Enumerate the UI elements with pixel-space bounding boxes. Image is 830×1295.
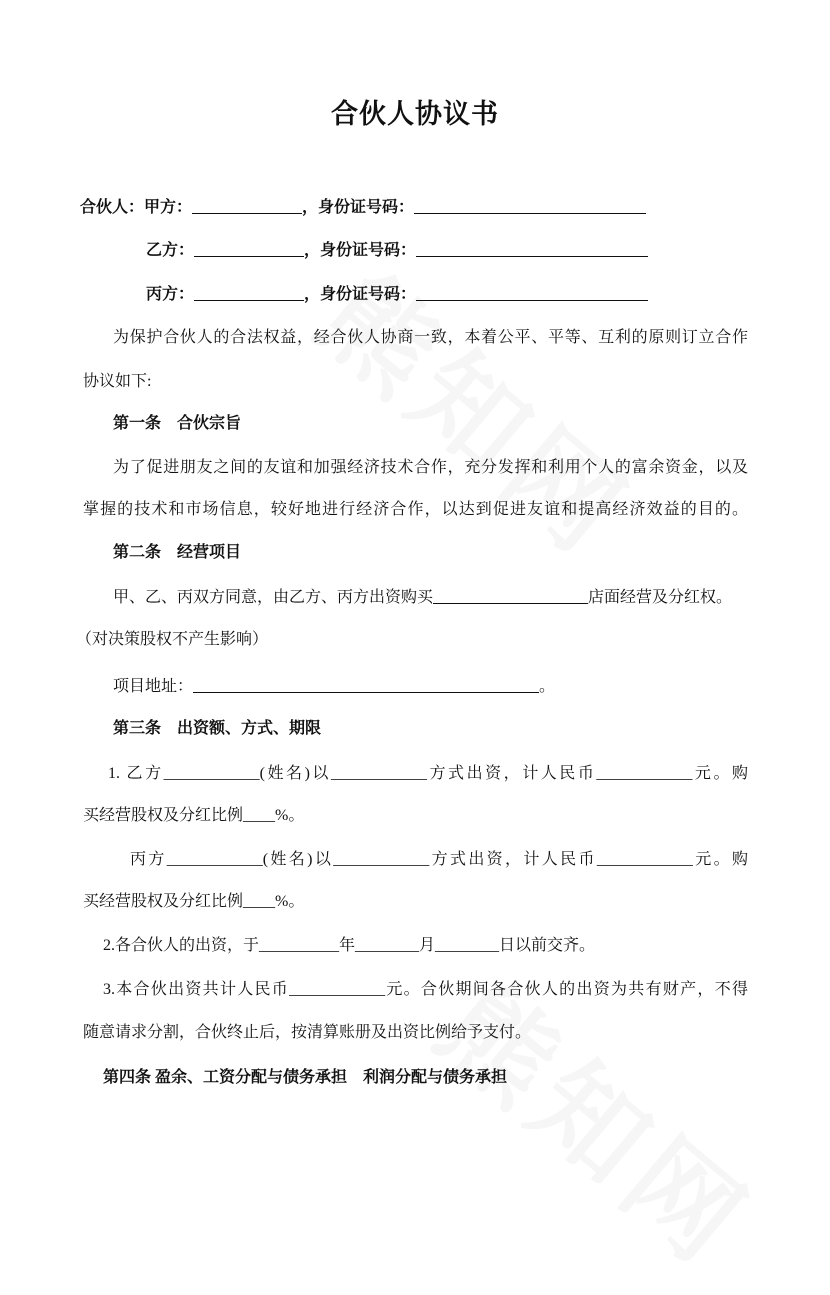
address-line (113, 676, 555, 698)
party-row-a (80, 197, 646, 219)
document-title: 合伙人协议书 (331, 99, 499, 129)
name-blank[interactable] (194, 240, 304, 257)
article-text (113, 587, 732, 609)
party-row-c (146, 284, 648, 306)
article-heading: 第一条 合伙宗旨 (113, 415, 242, 432)
article-text: 3.本合伙出资共计人民币____________元。合伙期间各合伙人的出资为共有财产，不得 (103, 981, 748, 998)
party-label: 甲方： (144, 199, 193, 216)
name-blank[interactable] (194, 284, 304, 301)
id-blank[interactable] (414, 197, 646, 214)
store-blank[interactable] (433, 587, 588, 604)
text: 。 (539, 678, 556, 695)
article-text: 买经营股权及分红比例____%。 (83, 893, 305, 910)
preamble-line: 为保护合伙人的合法权益，经合伙人协商一致，本着公平、平等、互利的原则订立合作 (113, 329, 748, 346)
address-label: 项目地址： (113, 678, 194, 695)
party-row-b (146, 240, 648, 262)
address-blank[interactable] (193, 676, 539, 693)
party-label: 乙方： (146, 242, 195, 259)
id-label: 身份证号码： (320, 286, 417, 303)
parties-label: 合伙人： (80, 199, 145, 216)
id-blank[interactable] (416, 240, 648, 257)
article-text: 丙方____________(姓名)以____________方式出资，计人民币____________元。购 (130, 851, 748, 868)
party-label: 丙方： (146, 286, 195, 303)
id-blank[interactable] (416, 284, 648, 301)
article-text: （对决策股权不产生影响） (76, 631, 269, 648)
id-label: 身份证号码： (320, 242, 417, 259)
article-heading: 第三条 出资额、方式、期限 (113, 720, 322, 737)
article-heading: 第四条 盈余、工资分配与债务承担 利润分配与债务承担 (103, 1069, 508, 1086)
article-text: 掌握的技术和市场信息，较好地进行经济合作，以达到促进友谊和提高经济效益的目的。 (83, 501, 748, 518)
article-text: 买经营股权及分红比例____%。 (83, 807, 305, 824)
article-text: 1. 乙方____________(姓名)以____________方式出资，计人民币____________元。购 (108, 765, 748, 782)
article-heading: 第二条 经营项目 (113, 544, 242, 561)
sep: ， (304, 242, 321, 259)
text: 甲、乙、丙双方同意，由乙方、丙方出资购买 (113, 589, 434, 606)
id-label: 身份证号码： (318, 199, 415, 216)
article-text: 为了促进朋友之间的友谊和加强经济技术合作，充分发挥和利用个人的富余资金，以及 (113, 459, 748, 476)
name-blank[interactable] (192, 197, 302, 214)
preamble-line: 协议如下: (83, 373, 152, 390)
sep: ， (302, 199, 319, 216)
sep: ， (304, 286, 321, 303)
article-text: 2.各合伙人的出资，于__________年________月________日以前交齐。 (103, 937, 596, 954)
article-text: 随意请求分割，合伙终止后，按清算账册及出资比例给予支付。 (83, 1024, 532, 1041)
text: 店面经营及分红权。 (588, 589, 733, 606)
